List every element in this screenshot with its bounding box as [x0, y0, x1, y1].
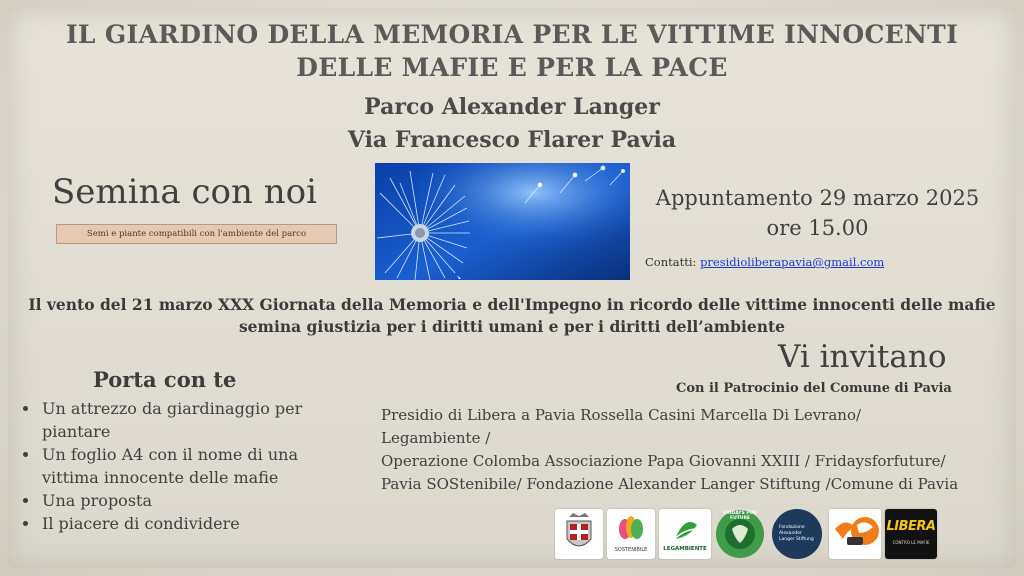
- langer-foundation-logo: [771, 509, 823, 559]
- contact-line: [645, 255, 884, 269]
- organizers-line: Operazione Colomba Associazione Papa Giovanni XXIII / Fridaysforfuture/: [381, 452, 946, 470]
- list-item: • Un foglio A4 con il nome di una vittima innocente delle mafie: [40, 443, 350, 489]
- bring-heading: Porta con te: [93, 367, 237, 392]
- title-line-2: DELLE MAFIE E PER LA PACE: [296, 53, 728, 82]
- organizers-text: [381, 404, 1011, 496]
- list-item: • Una proposta: [40, 489, 350, 512]
- organizers-line: Pavia SOStenibile/ Fondazione Alexander Langer Stiftung /Comune di Pavia: [381, 475, 959, 493]
- contact-label: Contatti:: [645, 255, 701, 269]
- pavia-sostenibile-text: SOSTENIBILE: [614, 547, 648, 553]
- list-item: • Un attrezzo da giardinaggio per piantare: [40, 397, 350, 443]
- fridays-for-future-logo: [715, 509, 765, 559]
- operazione-colomba-logo: [829, 509, 881, 559]
- contact-email-link[interactable]: presidioliberapavia@gmail.com: [700, 255, 885, 269]
- legambiente-text: LEGAMBIENTE: [663, 546, 707, 552]
- libera-logo: [885, 509, 937, 559]
- legambiente-logo: [659, 509, 711, 559]
- dandelion-illustration: [375, 163, 630, 280]
- location-street: Via Francesco Flarer Pavia: [347, 127, 677, 153]
- pavia-sostenibile-logo: [607, 509, 655, 559]
- appointment-box: [640, 183, 995, 243]
- langer-foundation-text: Fondazione Alexander Langer Stiftung: [779, 525, 814, 542]
- wind-line-1: Il vento del 21 marzo XXX Giornata della Memoria e dell'Impegno in ricordo delle vittime innocenti delle mafie: [28, 295, 996, 314]
- organizers-line: Presidio di Libera a Pavia Rossella Casini Marcella Di Levrano/: [381, 406, 862, 424]
- appointment-time: ore 15.00: [766, 216, 869, 240]
- appointment-date: Appuntamento 29 marzo 2025: [655, 186, 980, 210]
- title-line-1: IL GIARDINO DELLA MEMORIA PER LE VITTIME INNOCENTI: [65, 20, 959, 49]
- comune-pavia-logo: [555, 509, 603, 559]
- fridays-for-future-text: FRIDAYS FOR FUTURE: [723, 511, 757, 521]
- libera-text: LIBERA: [886, 519, 936, 534]
- bring-list: [20, 397, 350, 535]
- dandelion-image: [375, 163, 630, 280]
- list-item: • Il piacere di condividere: [40, 512, 350, 535]
- patronage-line: Con il Patrocinio del Comune di Pavia: [676, 381, 952, 396]
- semina-heading: Semina con noi: [52, 172, 317, 212]
- organizers-line: Legambiente /: [381, 429, 491, 447]
- wind-line-2: semina giustizia per i diritti umani e per i diritti dell’ambiente: [238, 317, 786, 336]
- invite-heading: Vi invitano: [778, 339, 947, 375]
- location-park: Parco Alexander Langer: [364, 94, 660, 120]
- seeds-note: Semi e piante compatibili con l'ambiente del parco: [56, 224, 337, 244]
- libera-subtext: CONTRO LE MAFIE: [892, 540, 930, 545]
